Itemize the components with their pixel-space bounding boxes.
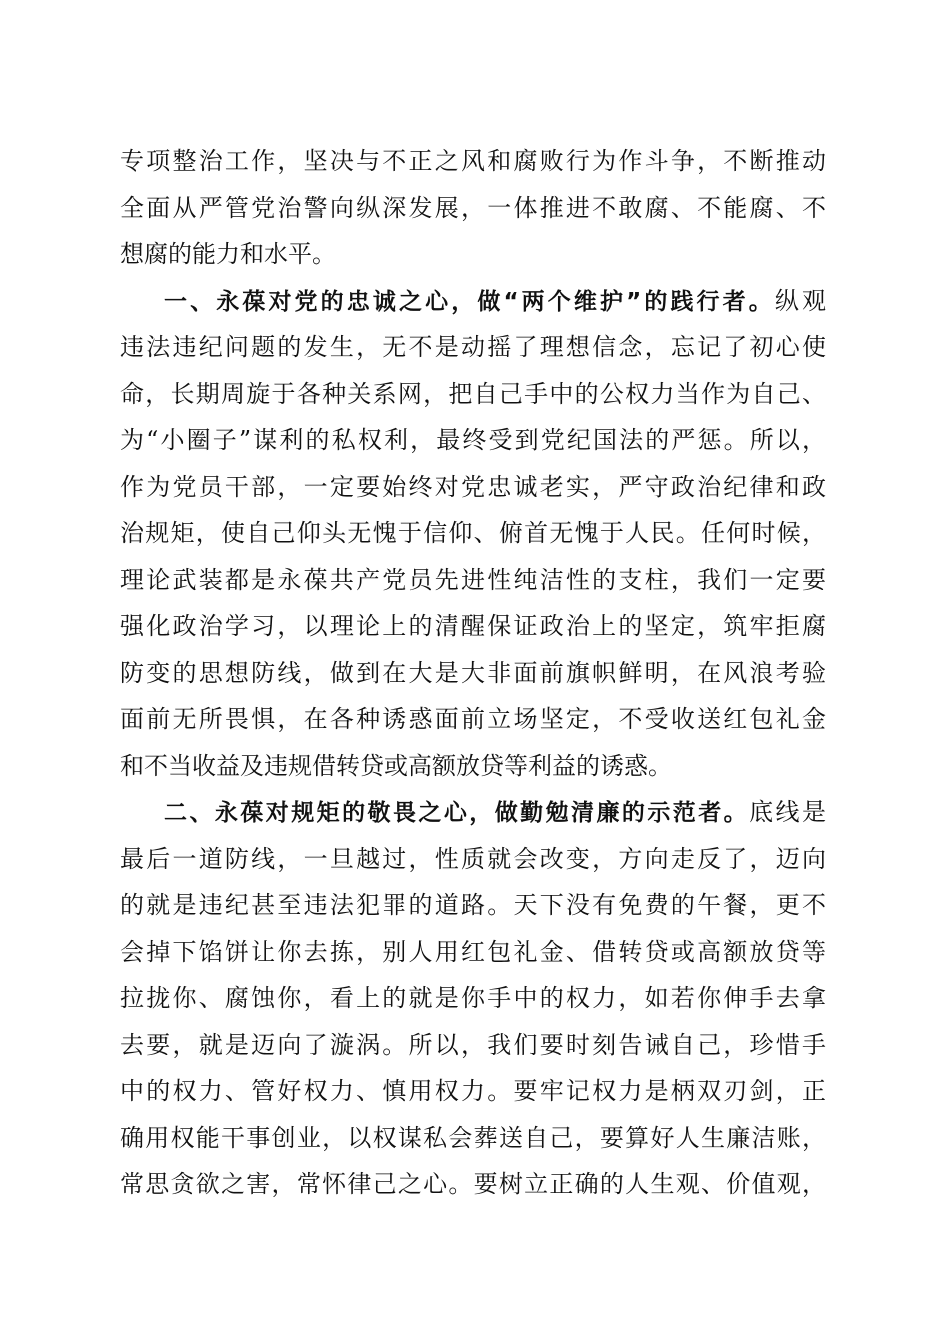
body-line: 防变的思想防线，做到在大是大非面前旗帜鲜明，在风浪考验: [120, 658, 826, 687]
body-line: 想腐的能力和水平。: [120, 240, 336, 268]
body-line: 面前无所畏惧，在各种诱惑面前立场坚定，不受收送红包礼金: [120, 705, 826, 733]
body-line: 违法违纪问题的发生，无不是动摇了理想信念，忘记了初心使: [120, 333, 826, 361]
body-line: 去要，就是迈向了漩涡。所以，我们要时刻告诫自己，珍惜手: [120, 1030, 826, 1059]
body-line: 拉拢你、腐蚀你，看上的就是你手中的权力，如若你伸手去拿: [120, 984, 826, 1012]
body-line: 和不当收益及违规借转贷或高额放贷等利益的诱惑。: [120, 751, 672, 780]
body-line: 治规矩，使自己仰头无愧于信仰、俯首无愧于人民。任何时候，: [120, 519, 826, 547]
document-body: [120, 138, 826, 1208]
section-1-first-line: [120, 278, 826, 325]
body-line: 作为党员干部，一定要始终对党忠诚老实，严守政治纪律和政: [120, 472, 826, 501]
body-line: 专项整治工作，坚决与不正之风和腐败行为作斗争，不断推动: [120, 147, 826, 175]
section-2-first-line: [120, 789, 826, 836]
body-line: 会掉下馅饼让你去拣，别人用红包礼金、借转贷或高额放贷等: [120, 937, 826, 966]
body-line: 命，长期周旋于各种关系网，把自己手中的公权力当作为自己、: [120, 379, 826, 408]
section-2-heading: 二、永葆对规矩的敬畏之心，做勤勉清廉的示范者。: [164, 800, 750, 826]
body-line: 的就是违纪甚至违法犯罪的道路。天下没有免费的午餐，更不: [120, 891, 826, 919]
body-line: 确用权能干事创业，以权谋私会葬送自己，要算好人生廉洁账，: [120, 1123, 826, 1152]
body-line: 最后一道防线，一旦越过，性质就会改变，方向走反了，迈向: [120, 844, 826, 873]
body-line: 常思贪欲之害，常怀律己之心。要树立正确的人生观、价值观，: [120, 1170, 826, 1198]
body-line: 理论武装都是永葆共产党员先进性纯洁性的支柱，我们一定要: [120, 565, 826, 594]
section-2-first-line-rest: 底线是: [749, 798, 826, 826]
body-line: 为“小圈子”谋利的私权利，最终受到党纪国法的严惩。所以，: [120, 426, 826, 454]
body-line: 中的权力、管好权力、慎用权力。要牢记权力是柄双刃剑，正: [120, 1077, 826, 1105]
body-line: 全面从严管党治警向纵深发展，一体推进不敢腐、不能腐、不: [120, 193, 826, 222]
section-1-heading: 一、永葆对党的忠诚之心，做“两个维护”的践行者。: [164, 288, 775, 315]
section-1-first-line-rest: 纵观: [774, 286, 827, 315]
body-line: 强化政治学习，以理论上的清醒保证政治上的坚定，筑牢拒腐: [120, 612, 826, 640]
